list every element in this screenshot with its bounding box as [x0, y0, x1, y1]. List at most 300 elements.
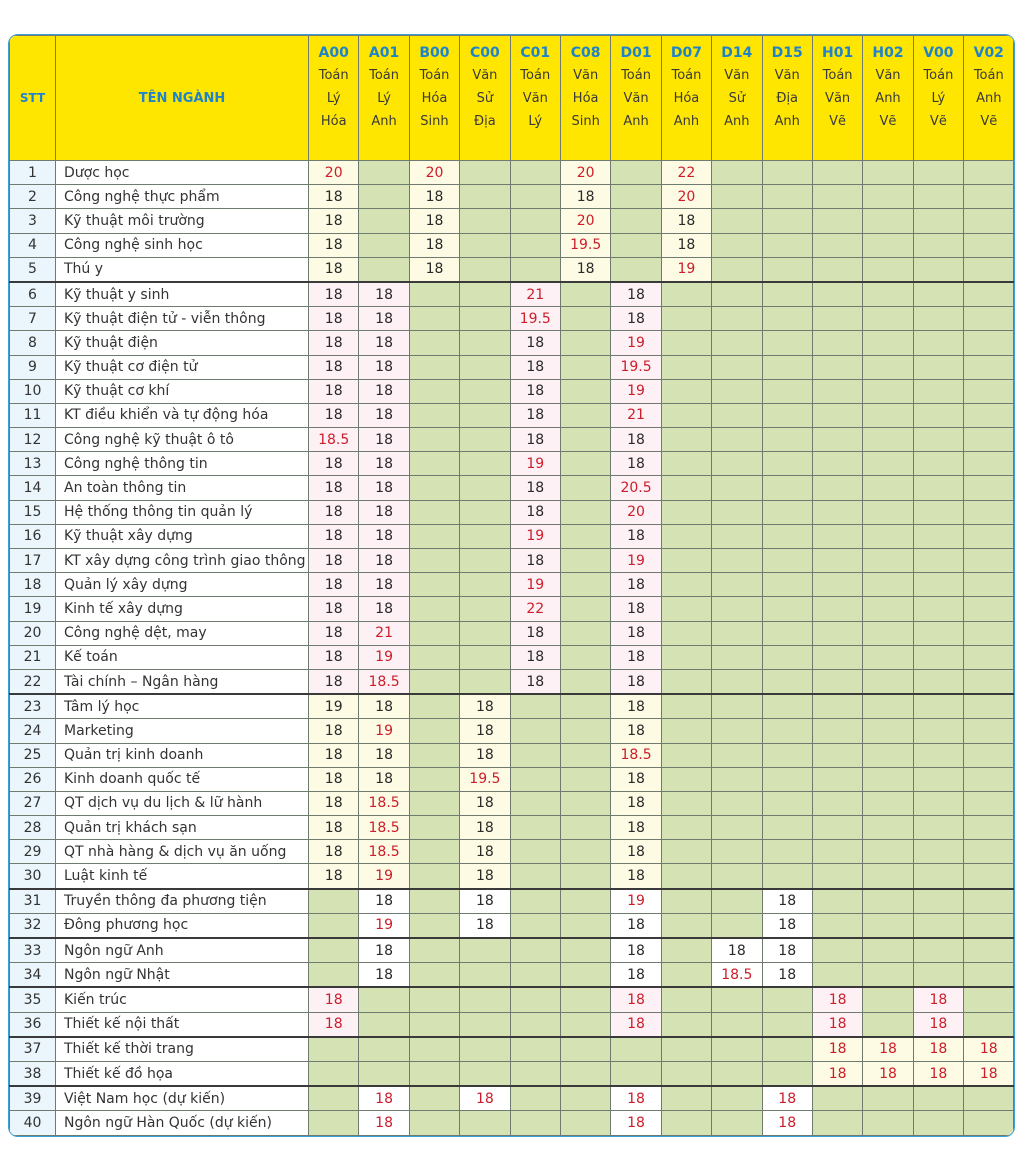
- header-group-h02: [863, 36, 913, 161]
- score-cell-d01: 18: [611, 816, 661, 840]
- empty-score-cell: [812, 573, 862, 597]
- group-code: C08: [570, 45, 601, 61]
- empty-score-cell: [409, 500, 459, 524]
- score-cell-v00: 18: [913, 1012, 963, 1037]
- empty-score-cell: [510, 938, 560, 963]
- score-cell-d01: 18: [611, 645, 661, 669]
- empty-score-cell: [964, 573, 1014, 597]
- empty-score-cell: [762, 1061, 812, 1086]
- group-subject: Lý: [377, 91, 391, 106]
- score-cell-b00: 18: [409, 233, 459, 257]
- empty-score-cell: [762, 257, 812, 282]
- major-name: Công nghệ sinh học: [56, 233, 309, 257]
- major-name: Ngôn ngữ Hàn Quốc (dự kiến): [56, 1111, 309, 1135]
- empty-score-cell: [812, 209, 862, 233]
- empty-score-cell: [409, 452, 459, 476]
- empty-score-cell: [359, 209, 409, 233]
- group-subject: Vẽ: [829, 114, 847, 129]
- empty-score-cell: [913, 645, 963, 669]
- score-cell-a01: 18: [359, 573, 409, 597]
- score-cell-d01: 18: [611, 719, 661, 743]
- group-subject: Toán: [822, 68, 853, 83]
- score-cell-a01: 18: [359, 524, 409, 548]
- table-row: [10, 379, 1014, 403]
- empty-score-cell: [409, 597, 459, 621]
- empty-score-cell: [460, 355, 510, 379]
- header-group-a00: [309, 36, 359, 161]
- empty-score-cell: [661, 355, 711, 379]
- score-cell-c00: 18: [460, 719, 510, 743]
- empty-score-cell: [409, 743, 459, 767]
- group-subject: Vẽ: [929, 114, 947, 129]
- empty-score-cell: [913, 524, 963, 548]
- group-subject: Văn: [472, 68, 498, 83]
- empty-score-cell: [510, 161, 560, 185]
- empty-score-cell: [661, 282, 711, 307]
- empty-score-cell: [460, 597, 510, 621]
- empty-score-cell: [964, 233, 1014, 257]
- group-code: D15: [771, 45, 803, 61]
- empty-score-cell: [560, 645, 610, 669]
- empty-score-cell: [712, 669, 762, 694]
- group-subject: Toán: [621, 68, 651, 83]
- empty-score-cell: [964, 597, 1014, 621]
- empty-score-cell: [460, 669, 510, 694]
- score-cell-d01: 19: [611, 331, 661, 355]
- empty-score-cell: [913, 209, 963, 233]
- empty-score-cell: [560, 816, 610, 840]
- score-cell-c01: 18: [510, 669, 560, 694]
- empty-score-cell: [661, 889, 711, 914]
- score-cell-c00: 18: [460, 694, 510, 719]
- empty-score-cell: [409, 645, 459, 669]
- table-row: [10, 500, 1014, 524]
- empty-score-cell: [409, 987, 459, 1012]
- score-cell-a01: 19: [359, 913, 409, 938]
- empty-score-cell: [812, 938, 862, 963]
- score-cell-a01: 18: [359, 938, 409, 963]
- row-number: 21: [10, 645, 56, 669]
- empty-score-cell: [409, 621, 459, 645]
- score-cell-a01: 19: [359, 864, 409, 889]
- empty-score-cell: [409, 355, 459, 379]
- score-cell-a00: 18: [309, 403, 359, 427]
- major-name: KT xây dựng công trình giao thông: [56, 549, 309, 573]
- score-cell-b00: 18: [409, 185, 459, 209]
- empty-score-cell: [560, 282, 610, 307]
- empty-score-cell: [964, 282, 1014, 307]
- empty-score-cell: [409, 767, 459, 791]
- score-cell-v00: 18: [913, 1061, 963, 1086]
- empty-score-cell: [863, 694, 913, 719]
- score-cell-d01: 19: [611, 379, 661, 403]
- group-code: D01: [620, 45, 652, 61]
- empty-score-cell: [863, 889, 913, 914]
- empty-score-cell: [661, 452, 711, 476]
- empty-score-cell: [409, 331, 459, 355]
- score-cell-a01: 18: [359, 1086, 409, 1111]
- header-group-v02: [964, 36, 1014, 161]
- score-cell-c01: 18: [510, 500, 560, 524]
- empty-score-cell: [964, 428, 1014, 452]
- group-subject: Vẽ: [879, 114, 897, 129]
- empty-score-cell: [913, 816, 963, 840]
- score-cell-d01: 18: [611, 1086, 661, 1111]
- score-cell-c00: 18: [460, 889, 510, 914]
- score-cell-h01: 18: [812, 1037, 862, 1062]
- empty-score-cell: [460, 282, 510, 307]
- major-name: KT điều khiển và tự động hóa: [56, 403, 309, 427]
- major-name: Thú y: [56, 257, 309, 282]
- empty-score-cell: [712, 694, 762, 719]
- header-group-c08: [560, 36, 610, 161]
- row-number: 10: [10, 379, 56, 403]
- empty-score-cell: [812, 282, 862, 307]
- header-group-v00: [913, 36, 963, 161]
- empty-score-cell: [812, 840, 862, 864]
- score-cell-d01: 18: [611, 963, 661, 988]
- empty-score-cell: [611, 161, 661, 185]
- empty-score-cell: [812, 233, 862, 257]
- table-row: [10, 938, 1014, 963]
- table-row: [10, 549, 1014, 573]
- empty-score-cell: [863, 1012, 913, 1037]
- empty-score-cell: [812, 185, 862, 209]
- empty-score-cell: [812, 452, 862, 476]
- empty-score-cell: [409, 428, 459, 452]
- score-cell-a01: 18: [359, 767, 409, 791]
- empty-score-cell: [409, 1086, 459, 1111]
- major-name: Kiến trúc: [56, 987, 309, 1012]
- score-cell-c01: 22: [510, 597, 560, 621]
- empty-score-cell: [762, 233, 812, 257]
- group-subject: Anh: [623, 114, 649, 129]
- empty-score-cell: [560, 428, 610, 452]
- empty-score-cell: [712, 719, 762, 743]
- score-cell-a01: 18: [359, 963, 409, 988]
- score-cell-d15: 18: [762, 963, 812, 988]
- empty-score-cell: [460, 1037, 510, 1062]
- empty-score-cell: [812, 963, 862, 988]
- row-number: 33: [10, 938, 56, 963]
- empty-score-cell: [409, 669, 459, 694]
- empty-score-cell: [560, 621, 610, 645]
- score-cell-a00: 20: [309, 161, 359, 185]
- empty-score-cell: [863, 767, 913, 791]
- empty-score-cell: [812, 719, 862, 743]
- score-table-container: [8, 34, 1015, 1137]
- empty-score-cell: [863, 864, 913, 889]
- empty-score-cell: [913, 233, 963, 257]
- empty-score-cell: [863, 987, 913, 1012]
- empty-score-cell: [762, 1037, 812, 1062]
- score-cell-a00: 19: [309, 694, 359, 719]
- major-name: Kỹ thuật xây dựng: [56, 524, 309, 548]
- score-cell-c01: 21: [510, 282, 560, 307]
- empty-score-cell: [409, 889, 459, 914]
- group-code: H02: [872, 45, 904, 61]
- table-row: [10, 621, 1014, 645]
- empty-score-cell: [409, 524, 459, 548]
- score-cell-d01: 18: [611, 694, 661, 719]
- empty-score-cell: [460, 209, 510, 233]
- empty-score-cell: [812, 331, 862, 355]
- empty-score-cell: [560, 767, 610, 791]
- empty-score-cell: [359, 987, 409, 1012]
- empty-score-cell: [964, 1086, 1014, 1111]
- row-number: 25: [10, 743, 56, 767]
- empty-score-cell: [964, 452, 1014, 476]
- row-number: 15: [10, 500, 56, 524]
- empty-score-cell: [964, 331, 1014, 355]
- row-number: 38: [10, 1061, 56, 1086]
- table-row: [10, 597, 1014, 621]
- empty-score-cell: [661, 791, 711, 815]
- empty-score-cell: [863, 1111, 913, 1135]
- group-subject: Lý: [931, 91, 946, 106]
- empty-score-cell: [661, 307, 711, 331]
- empty-score-cell: [661, 573, 711, 597]
- empty-score-cell: [812, 621, 862, 645]
- score-cell-d01: 18: [611, 282, 661, 307]
- major-name: Luật kinh tế: [56, 864, 309, 889]
- score-cell-c08: 20: [560, 161, 610, 185]
- score-cell-a00: 18: [309, 524, 359, 548]
- empty-score-cell: [712, 185, 762, 209]
- score-cell-c00: 18: [460, 1086, 510, 1111]
- empty-score-cell: [661, 1012, 711, 1037]
- empty-score-cell: [762, 816, 812, 840]
- empty-score-cell: [460, 379, 510, 403]
- empty-score-cell: [964, 987, 1014, 1012]
- empty-score-cell: [762, 476, 812, 500]
- empty-score-cell: [560, 791, 610, 815]
- empty-score-cell: [409, 719, 459, 743]
- group-subject: Văn: [875, 68, 901, 83]
- empty-score-cell: [409, 864, 459, 889]
- major-name: Kỹ thuật cơ khí: [56, 379, 309, 403]
- score-cell-a00: 18: [309, 987, 359, 1012]
- header-group-h01: [812, 36, 862, 161]
- empty-score-cell: [712, 452, 762, 476]
- empty-score-cell: [712, 257, 762, 282]
- score-cell-d07: 20: [661, 185, 711, 209]
- empty-score-cell: [913, 500, 963, 524]
- empty-score-cell: [409, 938, 459, 963]
- empty-score-cell: [964, 379, 1014, 403]
- empty-score-cell: [863, 963, 913, 988]
- row-number: 2: [10, 185, 56, 209]
- empty-score-cell: [510, 864, 560, 889]
- empty-score-cell: [712, 816, 762, 840]
- empty-score-cell: [812, 355, 862, 379]
- empty-score-cell: [812, 767, 862, 791]
- header-group-d14: [712, 36, 762, 161]
- empty-score-cell: [913, 767, 963, 791]
- header-group-d07: [661, 36, 711, 161]
- empty-score-cell: [661, 816, 711, 840]
- score-cell-d01: 18: [611, 452, 661, 476]
- empty-score-cell: [560, 963, 610, 988]
- score-cell-d07: 18: [661, 209, 711, 233]
- major-name: Quản lý xây dựng: [56, 573, 309, 597]
- score-cell-a01: 18: [359, 597, 409, 621]
- score-cell-d01: 21: [611, 403, 661, 427]
- empty-score-cell: [964, 719, 1014, 743]
- score-cell-d07: 18: [661, 233, 711, 257]
- score-cell-h01: 18: [812, 987, 862, 1012]
- empty-score-cell: [812, 597, 862, 621]
- empty-score-cell: [409, 1037, 459, 1062]
- empty-score-cell: [913, 963, 963, 988]
- empty-score-cell: [762, 1012, 812, 1037]
- row-number: 24: [10, 719, 56, 743]
- empty-score-cell: [309, 913, 359, 938]
- group-subject: Lý: [528, 114, 543, 129]
- empty-score-cell: [560, 1086, 610, 1111]
- group-subject: Văn: [623, 91, 649, 106]
- empty-score-cell: [359, 233, 409, 257]
- empty-score-cell: [560, 987, 610, 1012]
- group-code: B00: [419, 45, 450, 61]
- major-name: Công nghệ thực phẩm: [56, 185, 309, 209]
- empty-score-cell: [460, 257, 510, 282]
- group-subject: Toán: [419, 68, 450, 83]
- empty-score-cell: [913, 743, 963, 767]
- empty-score-cell: [964, 161, 1014, 185]
- empty-score-cell: [863, 840, 913, 864]
- score-cell-c00: 18: [460, 864, 510, 889]
- empty-score-cell: [863, 331, 913, 355]
- empty-score-cell: [661, 621, 711, 645]
- empty-score-cell: [309, 1111, 359, 1135]
- score-cell-c00: 19.5: [460, 767, 510, 791]
- empty-score-cell: [762, 987, 812, 1012]
- score-cell-a01: 18: [359, 476, 409, 500]
- empty-score-cell: [863, 719, 913, 743]
- empty-score-cell: [661, 913, 711, 938]
- empty-score-cell: [560, 1037, 610, 1062]
- group-subject: Anh: [875, 91, 901, 106]
- score-cell-v00: 18: [913, 987, 963, 1012]
- group-code: D14: [721, 45, 753, 61]
- table-row: [10, 987, 1014, 1012]
- group-code: H01: [822, 45, 854, 61]
- score-cell-c00: 18: [460, 913, 510, 938]
- table-row: [10, 963, 1014, 988]
- empty-score-cell: [762, 428, 812, 452]
- empty-score-cell: [964, 209, 1014, 233]
- table-row: [10, 282, 1014, 307]
- major-name: Kỹ thuật môi trường: [56, 209, 309, 233]
- empty-score-cell: [560, 452, 610, 476]
- score-cell-b00: 20: [409, 161, 459, 185]
- group-subject: Anh: [724, 114, 750, 129]
- score-cell-a01: 18.5: [359, 791, 409, 815]
- row-number: 32: [10, 913, 56, 938]
- major-name: QT dịch vụ du lịch & lữ hành: [56, 791, 309, 815]
- score-cell-d01: 18: [611, 669, 661, 694]
- major-name: Ngôn ngữ Anh: [56, 938, 309, 963]
- empty-score-cell: [409, 282, 459, 307]
- empty-score-cell: [510, 913, 560, 938]
- empty-score-cell: [712, 645, 762, 669]
- row-number: 30: [10, 864, 56, 889]
- table-row: [10, 1012, 1014, 1037]
- row-number: 14: [10, 476, 56, 500]
- score-cell-a01: 18: [359, 355, 409, 379]
- score-cell-c01: 19: [510, 524, 560, 548]
- table-row: [10, 524, 1014, 548]
- score-cell-h01: 18: [812, 1061, 862, 1086]
- empty-score-cell: [712, 621, 762, 645]
- header-group-d15: [762, 36, 812, 161]
- empty-score-cell: [812, 816, 862, 840]
- group-subject: Anh: [774, 114, 800, 129]
- major-name: Thiết kế đồ họa: [56, 1061, 309, 1086]
- empty-score-cell: [510, 963, 560, 988]
- empty-score-cell: [863, 307, 913, 331]
- empty-score-cell: [460, 524, 510, 548]
- group-subject: Sinh: [420, 114, 449, 129]
- empty-score-cell: [510, 185, 560, 209]
- group-subject: Sinh: [571, 114, 600, 129]
- row-number: 29: [10, 840, 56, 864]
- score-cell-d01: 20.5: [611, 476, 661, 500]
- empty-score-cell: [309, 1061, 359, 1086]
- empty-score-cell: [712, 524, 762, 548]
- empty-score-cell: [712, 791, 762, 815]
- major-name: Marketing: [56, 719, 309, 743]
- score-cell-a01: 18: [359, 379, 409, 403]
- major-name: Công nghệ dệt, may: [56, 621, 309, 645]
- empty-score-cell: [359, 185, 409, 209]
- empty-score-cell: [712, 1037, 762, 1062]
- major-name: An toàn thông tin: [56, 476, 309, 500]
- score-cell-a00: 18: [309, 840, 359, 864]
- row-number: 36: [10, 1012, 56, 1037]
- score-cell-d01: 18: [611, 524, 661, 548]
- empty-score-cell: [964, 963, 1014, 988]
- empty-score-cell: [712, 889, 762, 914]
- empty-score-cell: [762, 331, 812, 355]
- score-cell-a01: 18: [359, 282, 409, 307]
- group-code: A01: [368, 45, 400, 61]
- empty-score-cell: [863, 403, 913, 427]
- score-cell-d14: 18: [712, 938, 762, 963]
- empty-score-cell: [812, 669, 862, 694]
- empty-score-cell: [460, 1012, 510, 1037]
- empty-score-cell: [460, 161, 510, 185]
- score-cell-h01: 18: [812, 1012, 862, 1037]
- table-row: [10, 331, 1014, 355]
- header-group-a01: [359, 36, 409, 161]
- empty-score-cell: [560, 331, 610, 355]
- empty-score-cell: [863, 573, 913, 597]
- empty-score-cell: [409, 1061, 459, 1086]
- table-row: [10, 889, 1014, 914]
- empty-score-cell: [762, 403, 812, 427]
- score-cell-a01: 18: [359, 403, 409, 427]
- empty-score-cell: [661, 645, 711, 669]
- score-cell-d01: 18: [611, 864, 661, 889]
- table-row: [10, 669, 1014, 694]
- score-cell-h02: 18: [863, 1037, 913, 1062]
- score-cell-d01: 18: [611, 938, 661, 963]
- empty-score-cell: [460, 963, 510, 988]
- empty-score-cell: [812, 1111, 862, 1135]
- empty-score-cell: [460, 987, 510, 1012]
